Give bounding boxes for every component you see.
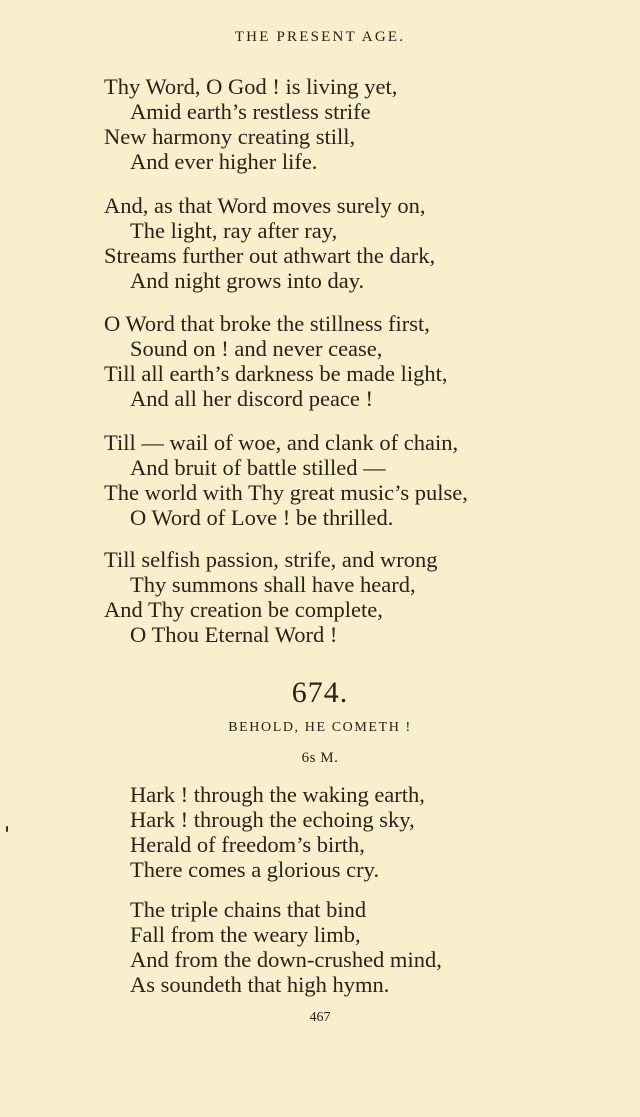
poem-line: And ever higher life. bbox=[130, 149, 318, 174]
poem-line: Till all earth’s darkness be made light, bbox=[104, 361, 448, 386]
poem-line: And Thy creation be complete, bbox=[104, 597, 383, 622]
poem-line: Thy summons shall have heard, bbox=[130, 572, 416, 597]
poem-line: Sound on ! and never cease, bbox=[130, 336, 383, 361]
poem-line: The triple chains that bind bbox=[130, 897, 367, 922]
poem-line: And night grows into day. bbox=[130, 268, 365, 293]
poem-line: Hark ! through the waking earth, bbox=[130, 782, 425, 807]
poem-line: Till selfish passion, strife, and wrong bbox=[104, 547, 438, 572]
poem-line: New harmony creating still, bbox=[104, 124, 356, 149]
poem-line: O Word of Love ! be thrilled. bbox=[130, 505, 394, 530]
poem-line: There comes a glorious cry. bbox=[130, 857, 380, 882]
hymn-meter: 6s M. bbox=[301, 750, 339, 766]
hymn-title: BEHOLD, HE COMETH ! bbox=[228, 720, 412, 735]
poem-line: Streams further out athwart the dark, bbox=[104, 243, 436, 268]
poem-line: O Thou Eternal Word ! bbox=[130, 622, 338, 647]
poem-line: O Word that broke the stillness first, bbox=[104, 311, 430, 336]
poem-line: As soundeth that high hymn. bbox=[130, 972, 390, 997]
running-head: THE PRESENT AGE. bbox=[234, 29, 406, 45]
poem-line: Till — wail of woe, and clank of chain, bbox=[104, 430, 459, 455]
poem-line: Fall from the weary limb, bbox=[130, 922, 361, 947]
poem-line: The world with Thy great music’s pulse, bbox=[104, 480, 468, 505]
poem-line: And, as that Word moves surely on, bbox=[104, 193, 426, 218]
poem-line: And all her discord peace ! bbox=[130, 386, 374, 411]
margin-speck bbox=[6, 826, 8, 832]
poem-line: Hark ! through the echoing sky, bbox=[130, 807, 415, 832]
poem-line: Thy Word, O God ! is living yet, bbox=[104, 74, 398, 99]
poem-line: The light, ray after ray, bbox=[130, 218, 338, 243]
poem-line: Amid earth’s restless strife bbox=[130, 99, 371, 124]
poem-line: Herald of freedom’s birth, bbox=[130, 832, 365, 857]
hymn-number: 674. bbox=[291, 676, 349, 709]
page-number: 467 bbox=[309, 1010, 331, 1025]
poem-line: And from the down-crushed mind, bbox=[130, 947, 442, 972]
poem-line: And bruit of battle stilled — bbox=[130, 455, 386, 480]
